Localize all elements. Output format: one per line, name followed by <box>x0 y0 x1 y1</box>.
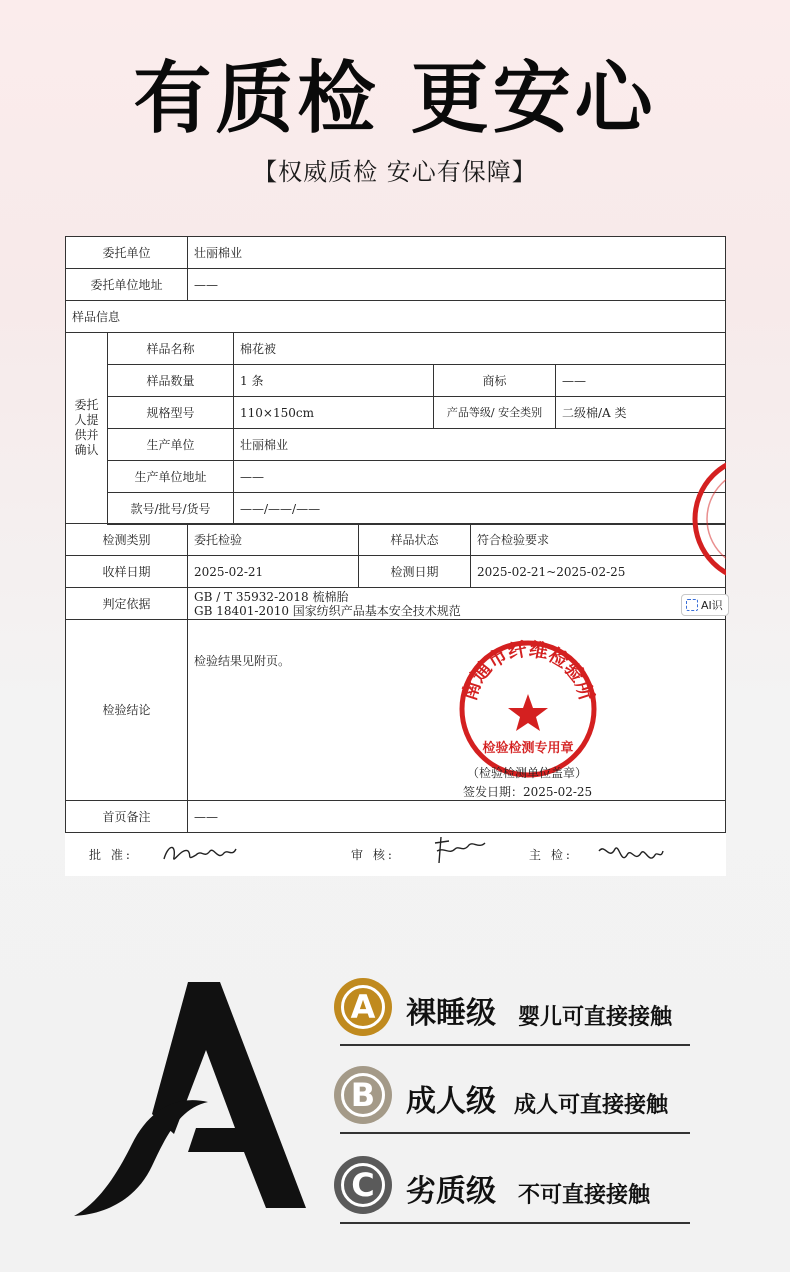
receive-date-label: 收样日期 <box>65 555 188 588</box>
remark-label: 首页备注 <box>65 800 188 833</box>
sample-qty-label: 样品数量 <box>107 364 234 397</box>
sample-info-label: 样品信息 <box>65 300 726 333</box>
sample-qty-value: 1 条 <box>233 364 434 397</box>
spec-value: 110×150cm <box>233 396 434 429</box>
stamp-org-text: 南通市纤维检验所 <box>458 638 598 704</box>
grade-a-badge <box>334 978 392 1036</box>
receive-date-value: 2025-02-21 <box>187 555 359 588</box>
conclusion-label: 检验结论 <box>65 619 188 801</box>
producer-value: 壮丽棉业 <box>233 428 726 461</box>
issue-date: 签发日期：2025-02-25 <box>463 785 593 799</box>
signature-row <box>65 833 726 876</box>
reviewer-signature-icon <box>429 833 489 867</box>
chief-signature-icon <box>595 837 665 871</box>
test-type-value: 委托检验 <box>187 523 359 556</box>
ai-badge-label: AI识 <box>701 599 723 612</box>
test-type-label: 检测类别 <box>65 523 188 556</box>
ai-scan-icon <box>686 599 698 611</box>
stamp-caption: （检验检测单位盖章） <box>467 766 588 780</box>
batch-value: ——/——/—— <box>233 492 726 525</box>
client-address-label: 委托单位地址 <box>65 268 188 301</box>
grade-b-divider <box>340 1132 690 1134</box>
sample-state-value: 符合检验要求 <box>470 523 726 556</box>
grade-label: 产品等级/ 安全类别 <box>433 396 556 429</box>
report-table <box>65 236 726 833</box>
sample-name-value: 棉花被 <box>233 332 726 365</box>
stamp-purpose-text: 检验检测专用章 <box>482 741 574 756</box>
client-label: 委托单位 <box>65 236 188 269</box>
approve-label: 批 准: <box>89 848 133 862</box>
a-grade-logo-icon <box>70 976 310 1226</box>
batch-label: 款号/批号/货号 <box>107 492 234 525</box>
basis-line-1: GB / T 35932-2018 梳棉胎 <box>194 589 349 604</box>
client-value: 壮丽棉业 <box>187 236 726 269</box>
trademark-value: —— <box>555 364 726 397</box>
confirm-label <box>65 332 108 524</box>
grade-c-badge <box>334 1156 392 1214</box>
trademark-label: 商标 <box>433 364 556 397</box>
producer-label: 生产单位 <box>107 428 234 461</box>
official-stamp <box>457 638 599 780</box>
grade-b-name: 成人级 <box>406 1084 496 1119</box>
producer-address-value: —— <box>233 460 726 493</box>
grade-c-name: 劣质级 <box>406 1174 496 1209</box>
grade-c-desc: 不可直接接触 <box>518 1183 651 1208</box>
subline: 【权威质检 安心有保障】 <box>253 158 537 186</box>
approver-signature-icon <box>160 837 240 869</box>
remark-value: —— <box>187 800 726 833</box>
inspection-report <box>65 236 726 876</box>
grade-b-badge <box>334 1066 392 1124</box>
client-address-value: —— <box>187 268 726 301</box>
producer-address-label: 生产单位地址 <box>107 460 234 493</box>
grade-b-letter: B <box>341 1073 385 1117</box>
grade-a-divider <box>340 1044 690 1046</box>
sample-state-label: 样品状态 <box>358 523 471 556</box>
grade-value: 二级棉/A 类 <box>555 396 726 429</box>
chief-label: 主 检: <box>529 848 573 862</box>
grade-c-letter: C <box>341 1163 385 1207</box>
grade-a <box>334 976 690 1046</box>
confirm-label-text: 委托人提供并确认 <box>74 398 99 457</box>
basis-line-2: GB 18401-2010 国家纺织产品基本安全技术规范 <box>194 603 461 618</box>
conclusion-value: 检验结果见附页。 <box>187 619 726 801</box>
sample-name-label: 样品名称 <box>107 332 234 365</box>
ai-recognize-button[interactable] <box>681 594 729 616</box>
grade-a-letter: A <box>341 985 385 1029</box>
basis-value <box>187 587 726 620</box>
grade-a-name: 裸睡级 <box>406 996 496 1031</box>
grade-b <box>334 1064 690 1134</box>
headline: 有质检 更安心 <box>133 54 657 144</box>
test-date-value: 2025-02-21~2025-02-25 <box>470 555 726 588</box>
partial-stamp <box>685 454 726 584</box>
test-date-label: 检测日期 <box>358 555 471 588</box>
spec-label: 规格型号 <box>107 396 234 429</box>
basis-label: 判定依据 <box>65 587 188 620</box>
grade-a-desc: 婴儿可直接接触 <box>518 1005 673 1030</box>
review-label: 审 核: <box>351 848 395 862</box>
grade-b-desc: 成人可直接接触 <box>514 1093 669 1118</box>
grade-c <box>334 1154 690 1224</box>
grade-c-divider <box>340 1222 690 1224</box>
